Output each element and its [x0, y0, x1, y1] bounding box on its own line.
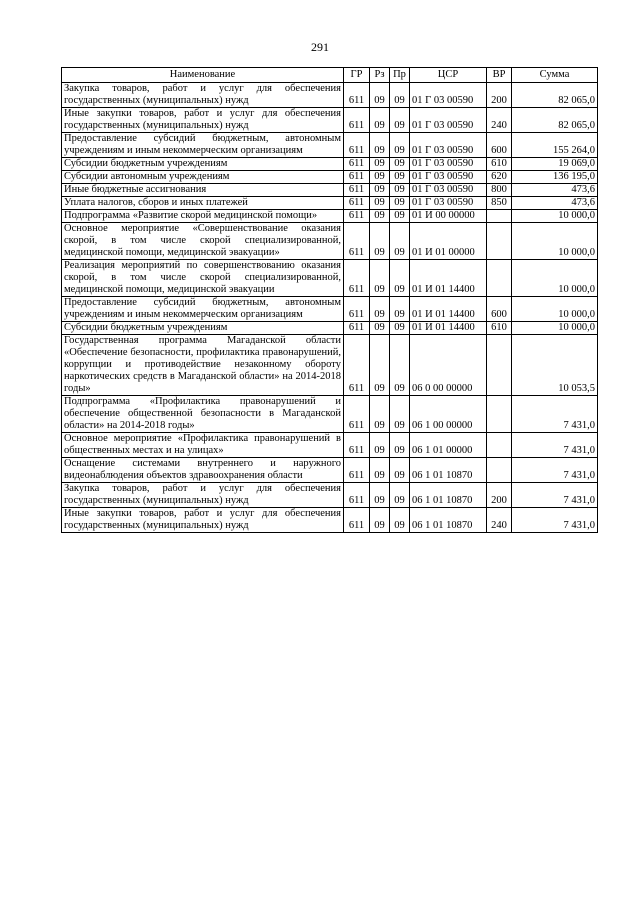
table-row [62, 158, 598, 171]
row-gr-cell: 611 [344, 458, 370, 483]
row-name-cell: Закупка товаров, работ и услуг для обеспечения государственных (муниципальных) нужд [62, 483, 344, 508]
row-vr-cell: 600 [487, 297, 512, 322]
row-pr-cell: 09 [390, 260, 410, 297]
row-gr-cell: 611 [344, 171, 370, 184]
table-row [62, 171, 598, 184]
row-gr-cell: 611 [344, 433, 370, 458]
row-rz-cell: 09 [370, 335, 390, 396]
row-gr-cell: 611 [344, 396, 370, 433]
row-gr-cell: 611 [344, 483, 370, 508]
header-name: Наименование [62, 68, 344, 83]
row-vr-cell: 240 [487, 108, 512, 133]
row-csr-cell: 01 И 01 14400 [410, 322, 487, 335]
table-row [62, 83, 598, 108]
row-csr-cell: 01 Г 03 00590 [410, 133, 487, 158]
header-rz: Рз [370, 68, 390, 83]
table-row [62, 184, 598, 197]
row-name-cell: Предоставление субсидий бюджетным, автономным учреждениям и иным некоммерческим организациям [62, 133, 344, 158]
row-vr-cell [487, 223, 512, 260]
table-row [62, 260, 598, 297]
row-pr-cell: 09 [390, 396, 410, 433]
row-pr-cell: 09 [390, 508, 410, 533]
table-row [62, 297, 598, 322]
row-name-cell: Иные закупки товаров, работ и услуг для обеспечения государственных (муниципальных) нужд [62, 108, 344, 133]
row-vr-cell: 200 [487, 483, 512, 508]
row-pr-cell: 09 [390, 483, 410, 508]
row-pr-cell: 09 [390, 223, 410, 260]
row-rz-cell: 09 [370, 108, 390, 133]
row-name-cell: Уплата налогов, сборов и иных платежей [62, 197, 344, 210]
row-name-cell: Иные бюджетные ассигнования [62, 184, 344, 197]
row-gr-cell: 611 [344, 184, 370, 197]
row-name-cell: Закупка товаров, работ и услуг для обеспечения государственных (муниципальных) нужд [62, 83, 344, 108]
row-vr-cell: 610 [487, 322, 512, 335]
row-csr-cell: 01 Г 03 00590 [410, 171, 487, 184]
row-sum-cell: 7 431,0 [512, 396, 598, 433]
row-sum-cell: 155 264,0 [512, 133, 598, 158]
row-csr-cell: 01 Г 03 00590 [410, 197, 487, 210]
row-pr-cell: 09 [390, 297, 410, 322]
row-name-cell: Подпрограмма «Профилактика правонарушений и обеспечение общественной безопасности в Магаданской области» на 2014-2018 годы» [62, 396, 344, 433]
row-gr-cell: 611 [344, 197, 370, 210]
row-csr-cell: 06 1 00 00000 [410, 396, 487, 433]
row-pr-cell: 09 [390, 108, 410, 133]
header-gr: ГР [344, 68, 370, 83]
row-pr-cell: 09 [390, 197, 410, 210]
row-gr-cell: 611 [344, 508, 370, 533]
row-pr-cell: 09 [390, 210, 410, 223]
table-body [62, 83, 598, 533]
row-sum-cell: 10 000,0 [512, 210, 598, 223]
row-vr-cell: 620 [487, 171, 512, 184]
row-pr-cell: 09 [390, 433, 410, 458]
row-vr-cell: 200 [487, 83, 512, 108]
row-sum-cell: 473,6 [512, 184, 598, 197]
row-csr-cell: 06 1 01 10870 [410, 458, 487, 483]
row-vr-cell: 850 [487, 197, 512, 210]
row-csr-cell: 06 0 00 00000 [410, 335, 487, 396]
row-csr-cell: 01 И 00 00000 [410, 210, 487, 223]
row-rz-cell: 09 [370, 458, 390, 483]
table-row [62, 133, 598, 158]
row-name-cell: Подпрограмма «Развитие скорой медицинской помощи» [62, 210, 344, 223]
row-gr-cell: 611 [344, 322, 370, 335]
row-sum-cell: 7 431,0 [512, 508, 598, 533]
row-pr-cell: 09 [390, 133, 410, 158]
budget-table [61, 67, 598, 533]
row-sum-cell: 10 000,0 [512, 260, 598, 297]
row-rz-cell: 09 [370, 483, 390, 508]
row-csr-cell: 06 1 01 10870 [410, 508, 487, 533]
row-gr-cell: 611 [344, 108, 370, 133]
table-row [62, 396, 598, 433]
row-rz-cell: 09 [370, 433, 390, 458]
row-sum-cell: 7 431,0 [512, 458, 598, 483]
row-gr-cell: 611 [344, 158, 370, 171]
row-name-cell: Основное мероприятие «Профилактика правонарушений в общественных местах и на улицах» [62, 433, 344, 458]
row-gr-cell: 611 [344, 297, 370, 322]
row-pr-cell: 09 [390, 322, 410, 335]
row-pr-cell: 09 [390, 458, 410, 483]
header-pr: Пр [390, 68, 410, 83]
row-name-cell: Субсидии бюджетным учреждениям [62, 322, 344, 335]
row-rz-cell: 09 [370, 396, 390, 433]
row-name-cell: Основное мероприятие «Совершенствование оказания скорой, в том числе скорой специализированной, медицинской помощи, медицинской эвакуации» [62, 223, 344, 260]
row-vr-cell [487, 433, 512, 458]
row-vr-cell [487, 260, 512, 297]
row-sum-cell: 10 000,0 [512, 322, 598, 335]
row-gr-cell: 611 [344, 210, 370, 223]
table-row [62, 210, 598, 223]
table-row [62, 322, 598, 335]
row-sum-cell: 82 065,0 [512, 83, 598, 108]
row-rz-cell: 09 [370, 171, 390, 184]
table-row [62, 108, 598, 133]
row-csr-cell: 01 Г 03 00590 [410, 158, 487, 171]
row-pr-cell: 09 [390, 171, 410, 184]
row-name-cell: Реализация мероприятий по совершенствованию оказания скорой, в том числе скорой специализированной, медицинской помощи, медицинской эвакуации [62, 260, 344, 297]
table-row [62, 223, 598, 260]
row-csr-cell: 01 Г 03 00590 [410, 184, 487, 197]
row-rz-cell: 09 [370, 197, 390, 210]
row-gr-cell: 611 [344, 223, 370, 260]
row-rz-cell: 09 [370, 223, 390, 260]
row-vr-cell [487, 335, 512, 396]
row-gr-cell: 611 [344, 133, 370, 158]
row-pr-cell: 09 [390, 83, 410, 108]
table-row [62, 197, 598, 210]
row-vr-cell: 610 [487, 158, 512, 171]
table-row [62, 508, 598, 533]
row-sum-cell: 7 431,0 [512, 433, 598, 458]
row-sum-cell: 19 069,0 [512, 158, 598, 171]
row-name-cell: Государственная программа Магаданской области «Обеспечение безопасности, профилактика правонарушений, коррупции и противодействие незаконному обороту наркотических средств в Магаданской области» на 2014-2018 годы» [62, 335, 344, 396]
row-csr-cell: 01 Г 03 00590 [410, 108, 487, 133]
row-rz-cell: 09 [370, 260, 390, 297]
row-csr-cell: 01 И 01 00000 [410, 223, 487, 260]
row-rz-cell: 09 [370, 133, 390, 158]
row-vr-cell: 800 [487, 184, 512, 197]
row-sum-cell: 10 000,0 [512, 297, 598, 322]
row-sum-cell: 136 195,0 [512, 171, 598, 184]
row-vr-cell [487, 396, 512, 433]
row-rz-cell: 09 [370, 508, 390, 533]
table-header-row [62, 68, 598, 83]
row-csr-cell: 01 Г 03 00590 [410, 83, 487, 108]
row-vr-cell: 600 [487, 133, 512, 158]
row-rz-cell: 09 [370, 297, 390, 322]
row-gr-cell: 611 [344, 260, 370, 297]
row-sum-cell: 7 431,0 [512, 483, 598, 508]
row-name-cell: Субсидии бюджетным учреждениям [62, 158, 344, 171]
header-csr: ЦСР [410, 68, 487, 83]
row-csr-cell: 06 1 01 10870 [410, 483, 487, 508]
row-csr-cell: 06 1 01 00000 [410, 433, 487, 458]
row-name-cell: Предоставление субсидий бюджетным, автономным учреждениям и иным некоммерческим организациям [62, 297, 344, 322]
row-pr-cell: 09 [390, 158, 410, 171]
row-sum-cell: 473,6 [512, 197, 598, 210]
row-gr-cell: 611 [344, 83, 370, 108]
row-csr-cell: 01 И 01 14400 [410, 260, 487, 297]
row-pr-cell: 09 [390, 335, 410, 396]
row-sum-cell: 82 065,0 [512, 108, 598, 133]
table-row [62, 335, 598, 396]
row-vr-cell: 240 [487, 508, 512, 533]
row-rz-cell: 09 [370, 158, 390, 171]
header-vr: ВР [487, 68, 512, 83]
row-name-cell: Иные закупки товаров, работ и услуг для обеспечения государственных (муниципальных) нужд [62, 508, 344, 533]
table-row [62, 433, 598, 458]
row-gr-cell: 611 [344, 335, 370, 396]
table-row [62, 458, 598, 483]
row-pr-cell: 09 [390, 184, 410, 197]
page-number: 291 [311, 40, 329, 54]
row-rz-cell: 09 [370, 322, 390, 335]
row-name-cell: Субсидии автономным учреждениям [62, 171, 344, 184]
row-csr-cell: 01 И 01 14400 [410, 297, 487, 322]
header-sum: Сумма [512, 68, 598, 83]
row-rz-cell: 09 [370, 210, 390, 223]
row-sum-cell: 10 053,5 [512, 335, 598, 396]
row-vr-cell [487, 458, 512, 483]
row-rz-cell: 09 [370, 184, 390, 197]
row-sum-cell: 10 000,0 [512, 223, 598, 260]
table-row [62, 483, 598, 508]
row-vr-cell [487, 210, 512, 223]
row-name-cell: Оснащение системами внутреннего и наружного видеонаблюдения объектов здравоохранения области [62, 458, 344, 483]
row-rz-cell: 09 [370, 83, 390, 108]
